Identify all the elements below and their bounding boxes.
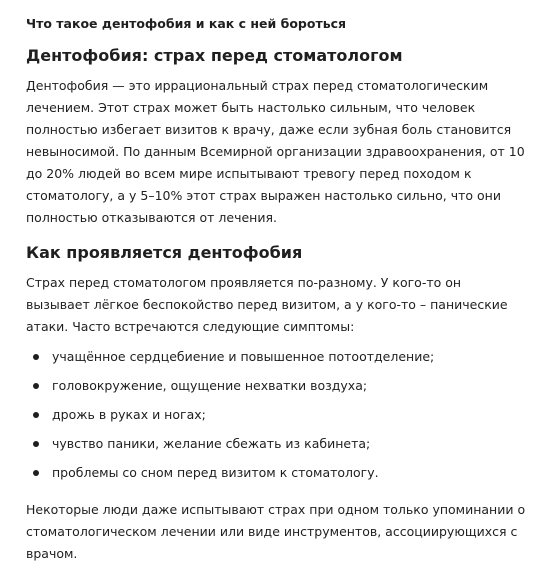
symptom-text: дрожь в руках и ногах;	[52, 407, 206, 422]
bullet-icon	[33, 470, 39, 476]
definition-paragraph: Дентофобия — это иррациональный страх перед стоматологическим лечением. Этот страх может быть настолько сильным, что человек полностью избегает визитов к врачу, даже если зубная боль становится невыносимой. По данным Всемирной организации здравоохранения, от 10 до 20% людей во всем мире испытывают тревогу перед походом к стоматологу, а у 5–10% этот страх выражен настолько сильно, что они полностью отказываются от лечения.	[26, 78, 525, 225]
section-heading-symptoms: Как проявляется дентофобия	[26, 243, 303, 262]
bullet-icon	[33, 354, 39, 360]
symptom-list	[26, 346, 528, 484]
list-item	[26, 433, 528, 455]
closing-paragraph: Некоторые люди даже испытывают страх при одном только упоминании о стоматологическом лечении или виде инструментов, ассоциирующихся с врачом.	[26, 502, 526, 561]
list-item	[26, 404, 528, 426]
bullet-icon	[33, 441, 39, 447]
symptoms-intro-paragraph: Страх перед стоматологом проявляется по-разному. У кого-то он вызывает лёгкое беспокойство перед визитом, а у кого-то – панические атаки. Часто встречаются следующие симптомы:	[26, 275, 508, 334]
bullet-icon	[33, 383, 39, 389]
symptom-text: чувство паники, желание сбежать из кабинета;	[52, 436, 371, 451]
document-title: Что такое дентофобия и как с ней бороться	[26, 16, 347, 31]
symptom-text: учащённое сердцебиение и повышенное потоотделение;	[52, 349, 435, 364]
symptom-text: головокружение, ощущение нехватки воздуха;	[52, 378, 368, 393]
section-symptoms	[26, 242, 528, 565]
list-item	[26, 462, 528, 484]
list-item	[26, 346, 528, 368]
bullet-icon	[33, 412, 39, 418]
section-dentophobia-definition	[26, 45, 528, 229]
symptom-text: проблемы со сном перед визитом к стоматологу.	[52, 465, 379, 480]
list-item	[26, 375, 528, 397]
section-heading-definition: Дентофобия: страх перед стоматологом	[26, 46, 403, 65]
